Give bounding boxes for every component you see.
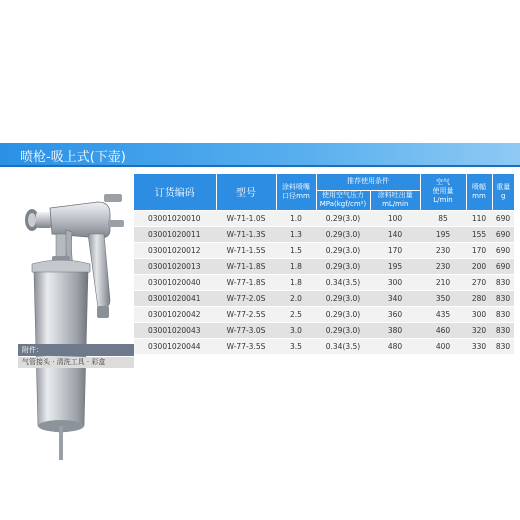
cell-width: 270 [466, 274, 492, 290]
col-nozzle-line1: 涂料喷嘴 [282, 182, 310, 191]
col-width-line2: mm [472, 191, 486, 200]
table-row [134, 322, 514, 338]
cell-pressure: 0.29(3.0) [316, 322, 370, 338]
col-order-no: 订货编码 [134, 174, 216, 210]
cell-width: 320 [466, 322, 492, 338]
table-row [134, 338, 514, 354]
cell-nozzle: 1.0 [276, 210, 316, 226]
col-nozzle [276, 174, 316, 210]
cell-weight: 830 [492, 274, 514, 290]
cell-output: 380 [370, 322, 420, 338]
spec-table [134, 174, 514, 355]
cell-pressure: 0.29(3.0) [316, 306, 370, 322]
cell-weight: 690 [492, 258, 514, 274]
cell-model: W-71-1.5S [216, 242, 276, 258]
cell-pressure: 0.34(3.5) [316, 338, 370, 354]
cell-nozzle: 1.5 [276, 242, 316, 258]
accessories-heading: 附件： [18, 344, 134, 356]
table-row [134, 242, 514, 258]
cell-nozzle: 2.5 [276, 306, 316, 322]
cell-output: 300 [370, 274, 420, 290]
cell-output: 195 [370, 258, 420, 274]
col-air-line3: L/min [433, 196, 453, 205]
cell-output: 480 [370, 338, 420, 354]
cell-width: 300 [466, 306, 492, 322]
cell-nozzle: 3.0 [276, 322, 316, 338]
table-row [134, 258, 514, 274]
cell-model: W-71-1.3S [216, 226, 276, 242]
cell-air: 210 [420, 274, 466, 290]
col-recommended: 推荐使用条件 [316, 174, 420, 190]
cell-order-no: 03001020043 [134, 322, 216, 338]
col-weight-line1: 重量 [496, 182, 511, 191]
cell-model: W-77-1.8S [216, 274, 276, 290]
cell-width: 110 [466, 210, 492, 226]
col-pressure-line1: 使用空气压力 [322, 191, 364, 199]
cell-weight: 830 [492, 290, 514, 306]
col-air-line1: 空气 [436, 178, 450, 187]
section-title: 喷枪-吸上式(下壶) [20, 150, 126, 165]
col-model: 型号 [216, 174, 276, 210]
cell-pressure: 0.29(3.0) [316, 242, 370, 258]
cell-order-no: 03001020042 [134, 306, 216, 322]
cell-pressure: 0.29(3.0) [316, 210, 370, 226]
col-width-line1: 喷幅 [472, 182, 486, 191]
col-width [466, 174, 492, 210]
cell-pressure: 0.34(3.5) [316, 274, 370, 290]
cell-model: W-77-3.5S [216, 338, 276, 354]
table-row [134, 226, 514, 242]
cell-order-no: 03001020012 [134, 242, 216, 258]
cell-order-no: 03001020011 [134, 226, 216, 242]
table-row [134, 290, 514, 306]
cell-order-no: 03001020044 [134, 338, 216, 354]
cell-model: W-71-1.8S [216, 258, 276, 274]
cell-order-no: 03001020041 [134, 290, 216, 306]
cell-width: 200 [466, 258, 492, 274]
cell-model: W-71-1.0S [216, 210, 276, 226]
cell-nozzle: 1.8 [276, 274, 316, 290]
cell-weight: 690 [492, 226, 514, 242]
cell-air: 460 [420, 322, 466, 338]
cell-width: 330 [466, 338, 492, 354]
col-output [370, 190, 420, 210]
col-air [420, 174, 466, 210]
col-nozzle-line2: 口径mm [282, 191, 310, 200]
cell-width: 170 [466, 242, 492, 258]
spray-gun-image [18, 190, 130, 470]
cell-output: 170 [370, 242, 420, 258]
cell-nozzle: 1.3 [276, 226, 316, 242]
cell-air: 230 [420, 258, 466, 274]
cell-nozzle: 1.8 [276, 258, 316, 274]
cell-width: 155 [466, 226, 492, 242]
section-title-bar [0, 143, 520, 167]
cell-output: 360 [370, 306, 420, 322]
cell-pressure: 0.29(3.0) [316, 226, 370, 242]
col-weight [492, 174, 514, 210]
table-row [134, 306, 514, 322]
cell-pressure: 0.29(3.0) [316, 290, 370, 306]
cell-model: W-77-2.0S [216, 290, 276, 306]
cell-order-no: 03001020013 [134, 258, 216, 274]
cell-weight: 830 [492, 322, 514, 338]
cell-model: W-77-2.5S [216, 306, 276, 322]
cell-weight: 830 [492, 338, 514, 354]
cell-model: W-77-3.0S [216, 322, 276, 338]
cell-air: 195 [420, 226, 466, 242]
cell-air: 400 [420, 338, 466, 354]
col-pressure-line2: MPa(kgf/cm²) [319, 200, 367, 208]
cell-air: 85 [420, 210, 466, 226]
cell-nozzle: 3.5 [276, 338, 316, 354]
col-air-line2: 使用量 [432, 187, 454, 196]
cell-weight: 830 [492, 306, 514, 322]
table-row [134, 274, 514, 290]
cell-output: 100 [370, 210, 420, 226]
cell-order-no: 03001020040 [134, 274, 216, 290]
col-output-line1: 涂料吐出量 [377, 191, 413, 199]
cell-air: 230 [420, 242, 466, 258]
col-pressure [316, 190, 370, 210]
cell-weight: 690 [492, 242, 514, 258]
cell-air: 435 [420, 306, 466, 322]
cell-air: 350 [420, 290, 466, 306]
col-output-line2: mL/min [382, 200, 409, 208]
table-row [134, 210, 514, 226]
cell-pressure: 0.29(3.0) [316, 258, 370, 274]
cell-order-no: 03001020010 [134, 210, 216, 226]
cell-width: 280 [466, 290, 492, 306]
accessories-text: 气管接头 · 清洗工具 · 彩盒 [18, 357, 134, 368]
cell-output: 140 [370, 226, 420, 242]
col-weight-line2: g [501, 191, 506, 200]
cell-nozzle: 2.0 [276, 290, 316, 306]
cell-weight: 690 [492, 210, 514, 226]
cell-output: 340 [370, 290, 420, 306]
